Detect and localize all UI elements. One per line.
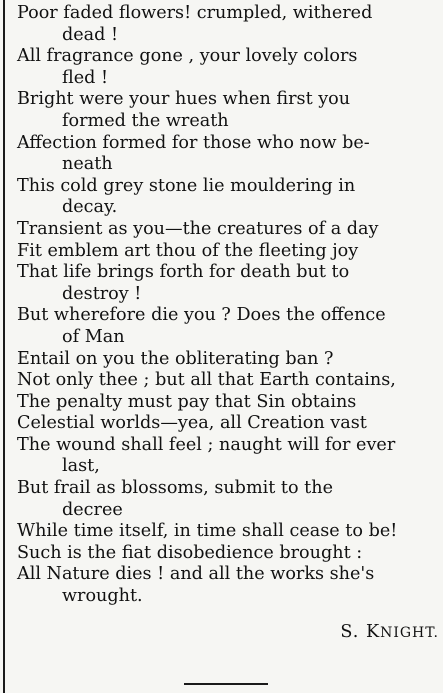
poem-line-continuation: decay. bbox=[62, 197, 118, 218]
poem-line bbox=[17, 305, 443, 348]
poem-line bbox=[17, 133, 443, 176]
poem-line-text: Entail on you the obliterating ban ? bbox=[17, 348, 334, 369]
poem-line bbox=[17, 564, 443, 607]
poem-line bbox=[17, 219, 443, 241]
poem-line-continuation: decree bbox=[62, 499, 123, 520]
poem-line bbox=[17, 543, 443, 565]
poem-line-text: This cold grey stone lie mouldering in bbox=[17, 175, 356, 196]
poem-line-text: All Nature dies ! and all the works she's bbox=[17, 564, 375, 585]
poem-line bbox=[17, 392, 443, 414]
signature-surname-first: K bbox=[365, 622, 381, 642]
poem-line-text: Affection formed for those who now be- bbox=[17, 132, 370, 153]
poem-line-text: Bright were your hues when first you bbox=[17, 89, 351, 110]
signature-surname-rest: NIGHT. bbox=[380, 625, 439, 641]
poem-line-continuation: formed the wreath bbox=[62, 110, 229, 131]
signature-initial: S. bbox=[340, 622, 360, 642]
end-rule bbox=[184, 683, 268, 685]
poem-line-continuation: dead ! bbox=[62, 24, 119, 45]
poem-line-text: While time itself, in time shall cease to be! bbox=[17, 521, 398, 542]
poem-line-text: Fit emblem art thou of the fleeting joy bbox=[17, 240, 359, 261]
poem-line bbox=[17, 478, 443, 521]
poem-line bbox=[17, 176, 443, 219]
poem-line bbox=[17, 46, 443, 89]
poem-line bbox=[17, 262, 443, 305]
poem-line-text: The wound shall feel ; naught will for ever bbox=[17, 434, 396, 455]
poem-line bbox=[17, 241, 443, 263]
poem-line-text: Transient as you—the creatures of a day bbox=[17, 218, 379, 239]
poem-line bbox=[17, 349, 443, 371]
poem-line-text: Such is the fiat disobedience brought : bbox=[17, 542, 363, 563]
poem-line bbox=[17, 3, 443, 46]
poem-line-text: Celestial worlds—yea, all Creation vast bbox=[17, 413, 367, 434]
poem-line-continuation: of Man bbox=[62, 326, 125, 347]
poem-line bbox=[17, 435, 443, 478]
poem-body bbox=[17, 3, 443, 608]
poem-line-text: Not only thee ; but all that Earth contains, bbox=[17, 370, 396, 391]
poem-line-text: But frail as blossoms, submit to the bbox=[17, 478, 333, 499]
poem-line bbox=[17, 370, 443, 392]
left-column-rule bbox=[3, 0, 5, 693]
poem-line-text: But wherefore die you ? Does the offence bbox=[17, 305, 386, 326]
author-signature bbox=[340, 622, 439, 642]
poem-line-text: That life brings forth for death but to bbox=[17, 262, 350, 283]
poem-line-continuation: fled ! bbox=[62, 67, 109, 88]
poem-line bbox=[17, 89, 443, 132]
poem-line-text: Poor faded flowers! crumpled, withered bbox=[17, 3, 373, 23]
poem-line bbox=[17, 521, 443, 543]
poem-line-continuation: neath bbox=[62, 154, 113, 175]
poem-line-text: The penalty must pay that Sin obtains bbox=[17, 391, 357, 412]
poem-line bbox=[17, 413, 443, 435]
poem-line-continuation: wrought. bbox=[62, 586, 143, 607]
poem-line-text: All fragrance gone , your lovely colors bbox=[17, 46, 358, 67]
poem-line-continuation: destroy ! bbox=[62, 283, 142, 304]
poem-line-continuation: last, bbox=[62, 456, 100, 477]
